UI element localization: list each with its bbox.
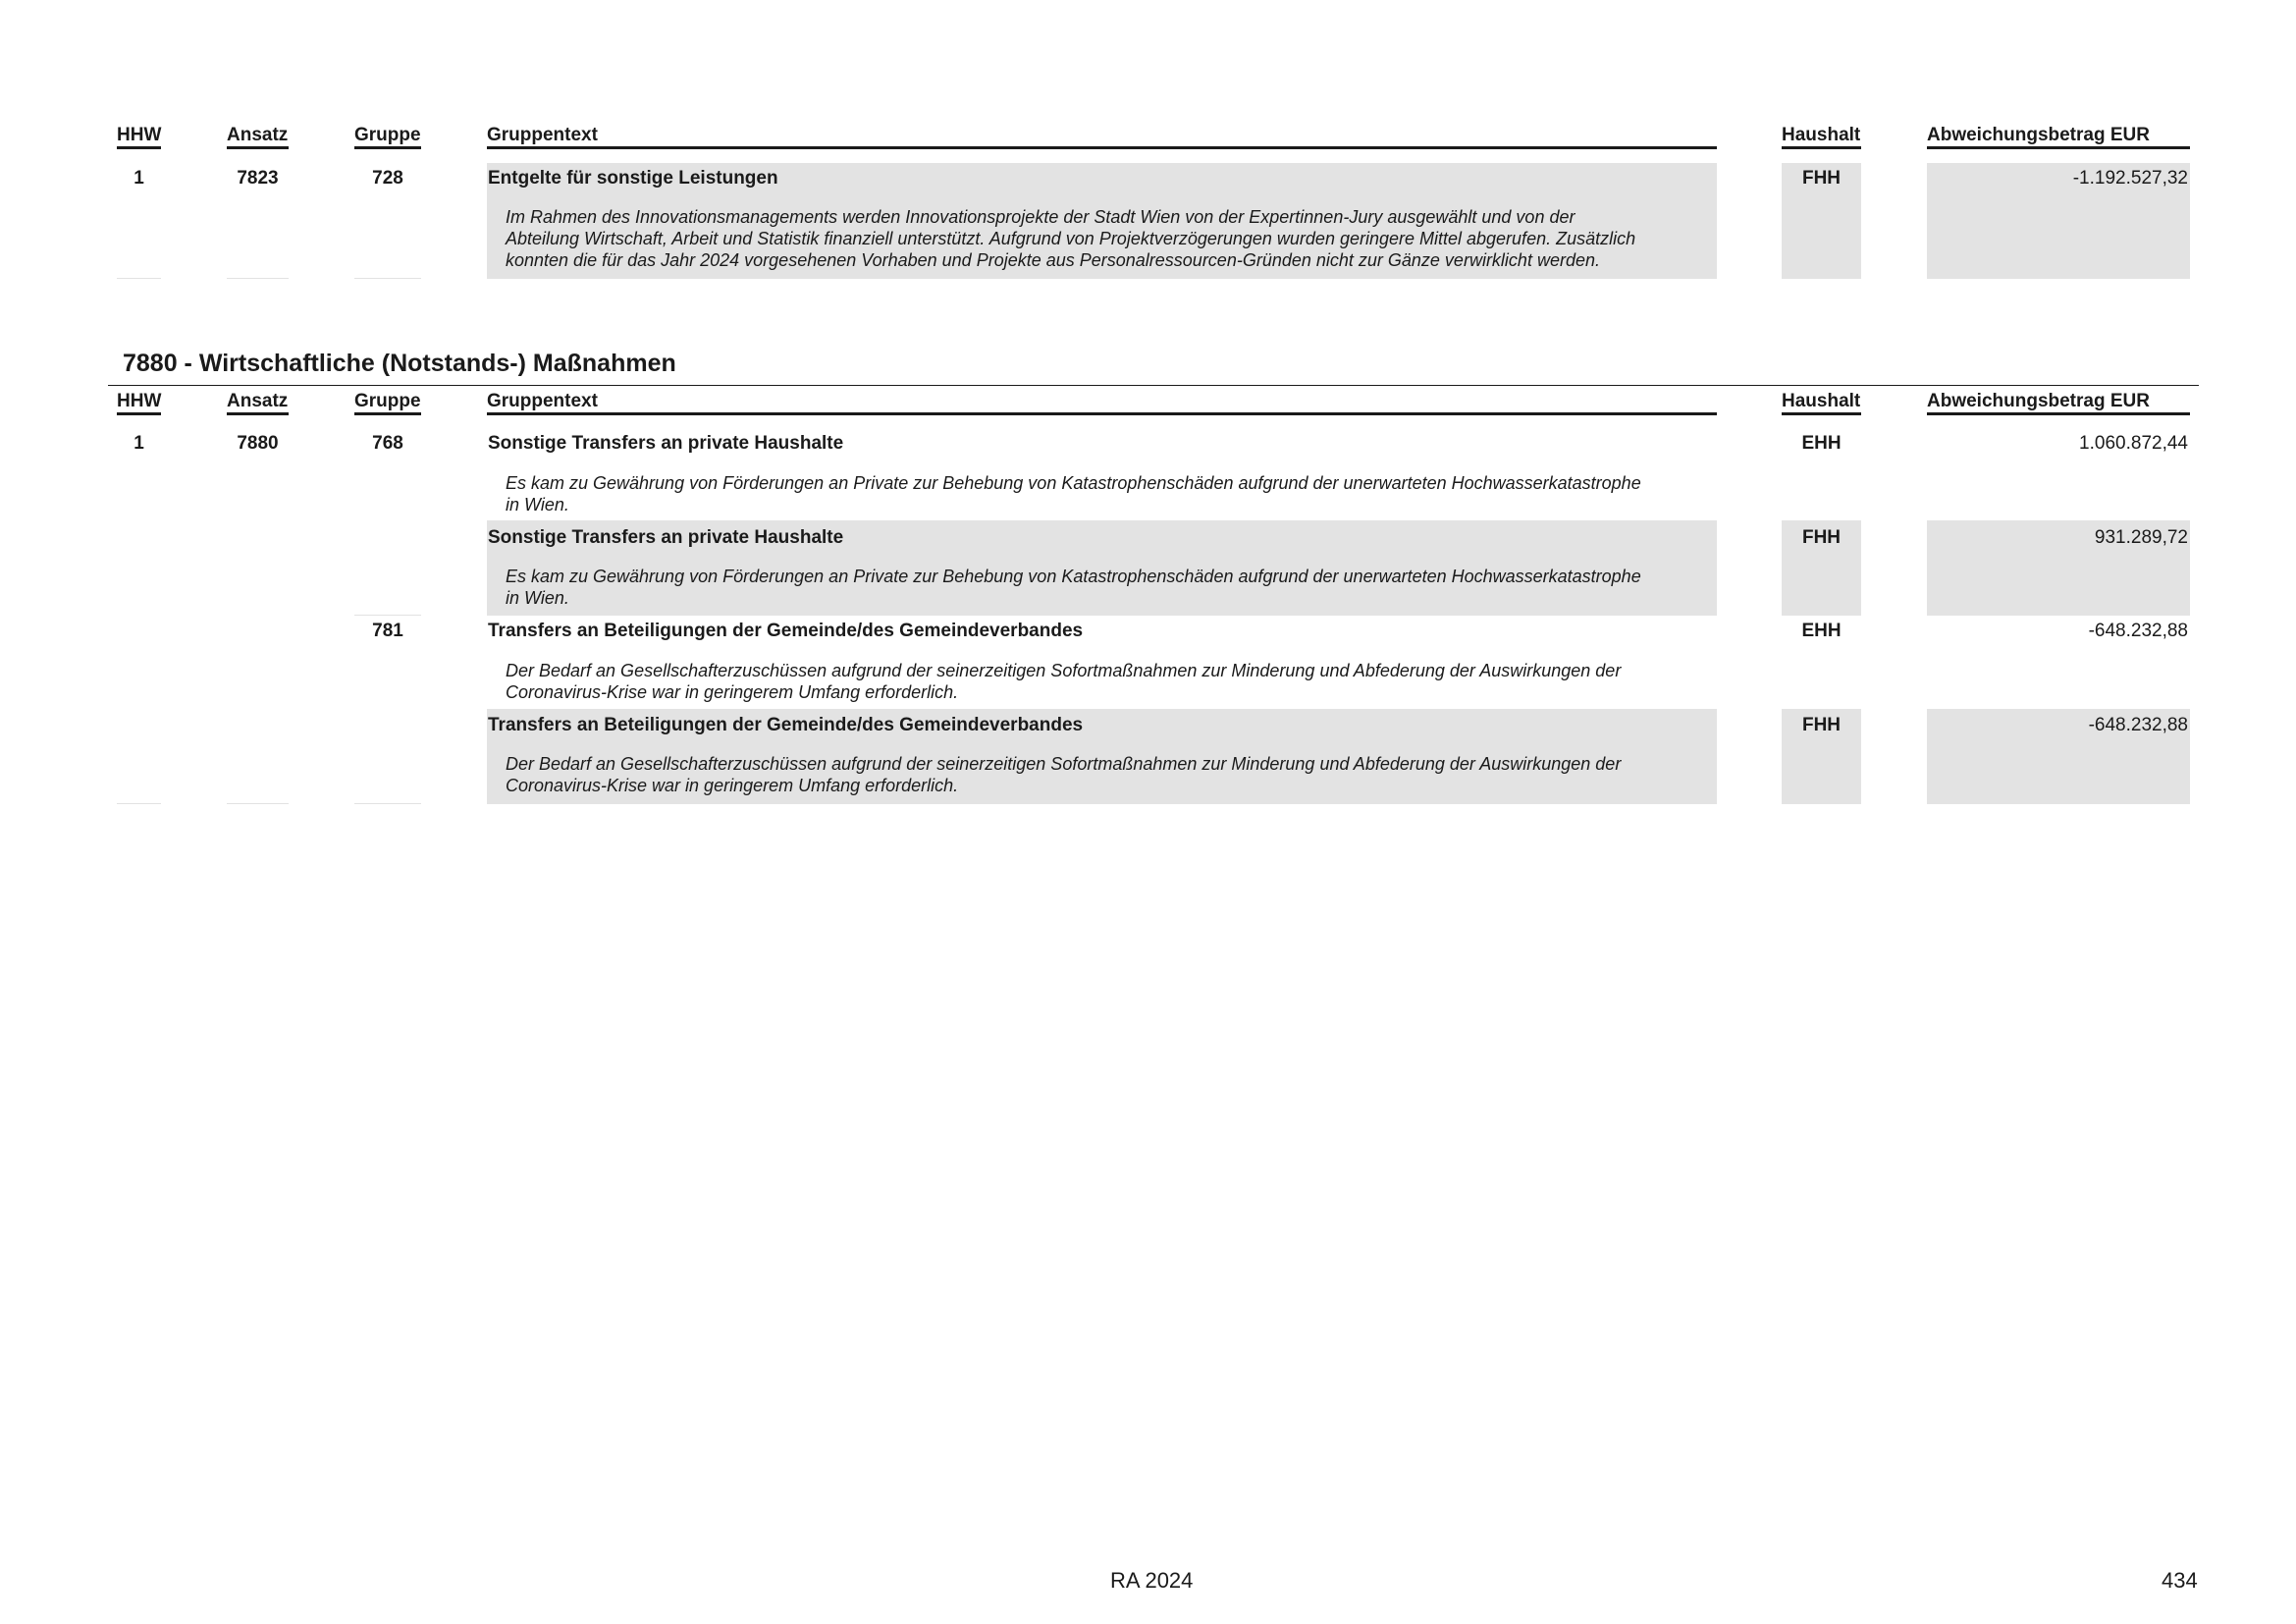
header-underline bbox=[1782, 412, 1861, 415]
desc-line: in Wien. bbox=[506, 588, 569, 608]
header-underline bbox=[227, 146, 289, 149]
gruppentext-title: Transfers an Beteiligungen der Gemeinde/des Gemeindeverbandes bbox=[488, 621, 1084, 641]
col-header-gruppentext: Gruppentext bbox=[487, 391, 598, 411]
haushalt-value: FHH bbox=[1801, 168, 1842, 189]
gruppentext-description bbox=[506, 472, 1713, 515]
header-underline bbox=[227, 412, 289, 415]
header-underline bbox=[354, 412, 421, 415]
desc-line: Es kam zu Gewährung von Förderungen an Private zur Behebung von Katastrophenschäden aufgrund der unerwarteten Hochwasserkatastrophe bbox=[506, 567, 1641, 586]
gruppentext-title: Sonstige Transfers an private Haushalte bbox=[488, 527, 844, 548]
desc-line: Es kam zu Gewährung von Förderungen an Private zur Behebung von Katastrophenschäden aufgrund der unerwarteten Hochwasserkatastrophe bbox=[506, 473, 1641, 493]
col-header-haushalt: Haushalt bbox=[1782, 391, 1861, 411]
col-header-gruppentext: Gruppentext bbox=[487, 125, 598, 145]
gruppentext-description bbox=[506, 566, 1713, 609]
haushalt-value: EHH bbox=[1801, 621, 1842, 641]
row-divider bbox=[117, 278, 161, 279]
desc-line: Coronavirus-Krise war in geringerem Umfang erforderlich. bbox=[506, 776, 959, 795]
gruppe-value: 768 bbox=[372, 433, 403, 454]
row-divider bbox=[117, 803, 161, 804]
gruppentext-title: Entgelte für sonstige Leistungen bbox=[488, 168, 778, 189]
ansatz-value: 7880 bbox=[237, 433, 279, 454]
desc-line: Im Rahmen des Innovationsmanagements werden Innovationsprojekte der Stadt Wien von der Expertinnen-Jury ausgewählt und von der bbox=[506, 207, 1575, 227]
amount-value: -648.232,88 bbox=[2088, 621, 2188, 641]
header-underline bbox=[354, 146, 421, 149]
ansatz-value: 7823 bbox=[237, 168, 279, 189]
page-number: 434 bbox=[2162, 1568, 2198, 1593]
row-divider bbox=[354, 278, 421, 279]
gruppentext-title: Sonstige Transfers an private Haushalte bbox=[488, 433, 844, 454]
gruppe-value: 781 bbox=[372, 621, 403, 641]
header-underline bbox=[487, 412, 1717, 415]
header-underline bbox=[117, 146, 161, 149]
amount-value: -1.192.527,32 bbox=[2072, 168, 2188, 189]
row-divider bbox=[227, 803, 289, 804]
desc-line: Coronavirus-Krise war in geringerem Umfang erforderlich. bbox=[506, 682, 959, 702]
col-header-ansatz: Ansatz bbox=[227, 391, 289, 411]
col-header-hhw: HHW bbox=[117, 391, 162, 411]
col-header-haushalt: Haushalt bbox=[1782, 125, 1861, 145]
haushalt-value: EHH bbox=[1801, 433, 1842, 454]
haushalt-value: FHH bbox=[1801, 715, 1842, 735]
col-header-abweichung: Abweichungsbetrag EUR bbox=[1927, 125, 2150, 145]
gruppe-value: 728 bbox=[372, 168, 403, 189]
amount-value: 1.060.872,44 bbox=[2079, 433, 2188, 454]
hhw-value: 1 bbox=[133, 168, 144, 189]
col-header-abweichung: Abweichungsbetrag EUR bbox=[1927, 391, 2150, 411]
section-divider bbox=[108, 385, 2199, 386]
header-underline bbox=[117, 412, 161, 415]
col-header-gruppe: Gruppe bbox=[354, 391, 421, 411]
desc-line: Der Bedarf an Gesellschafterzuschüssen aufgrund der seinerzeitigen Sofortmaßnahmen zur Minderung und Abfederung der Auswirkungen der bbox=[506, 754, 1622, 774]
gruppentext-description bbox=[506, 660, 1713, 703]
desc-line: Abteilung Wirtschaft, Arbeit und Statistik finanziell unterstützt. Aufgrund von Projektverzögerungen wurden geringere Mittel abgerufen. Zusätzlich bbox=[506, 229, 1636, 248]
gruppentext-description bbox=[506, 753, 1713, 796]
gruppentext-description bbox=[506, 206, 1713, 271]
header-underline bbox=[487, 146, 1717, 149]
header-underline bbox=[1927, 412, 2190, 415]
hhw-value: 1 bbox=[133, 433, 144, 454]
col-header-gruppe: Gruppe bbox=[354, 125, 421, 145]
header-underline bbox=[1927, 146, 2190, 149]
col-header-ansatz: Ansatz bbox=[227, 125, 289, 145]
amount-value: 931.289,72 bbox=[2094, 527, 2188, 548]
row-divider bbox=[354, 803, 421, 804]
haushalt-value: FHH bbox=[1801, 527, 1842, 548]
desc-line: konnten die für das Jahr 2024 vorgesehenen Vorhaben und Projekte aus Personalressourcen-Gründen nicht zur Gänze verwirklicht werden. bbox=[506, 250, 1600, 270]
desc-line: in Wien. bbox=[506, 495, 569, 514]
group-divider bbox=[354, 615, 421, 616]
footer-report-label: RA 2024 bbox=[1110, 1568, 1194, 1593]
row-divider bbox=[227, 278, 289, 279]
desc-line: Der Bedarf an Gesellschafterzuschüssen aufgrund der seinerzeitigen Sofortmaßnahmen zur Minderung und Abfederung der Auswirkungen der bbox=[506, 661, 1622, 680]
header-underline bbox=[1782, 146, 1861, 149]
section-title: 7880 - Wirtschaftliche (Notstands-) Maßnahmen bbox=[123, 350, 676, 377]
col-header-hhw: HHW bbox=[117, 125, 162, 145]
amount-value: -648.232,88 bbox=[2088, 715, 2188, 735]
gruppentext-title: Transfers an Beteiligungen der Gemeinde/des Gemeindeverbandes bbox=[488, 715, 1084, 735]
